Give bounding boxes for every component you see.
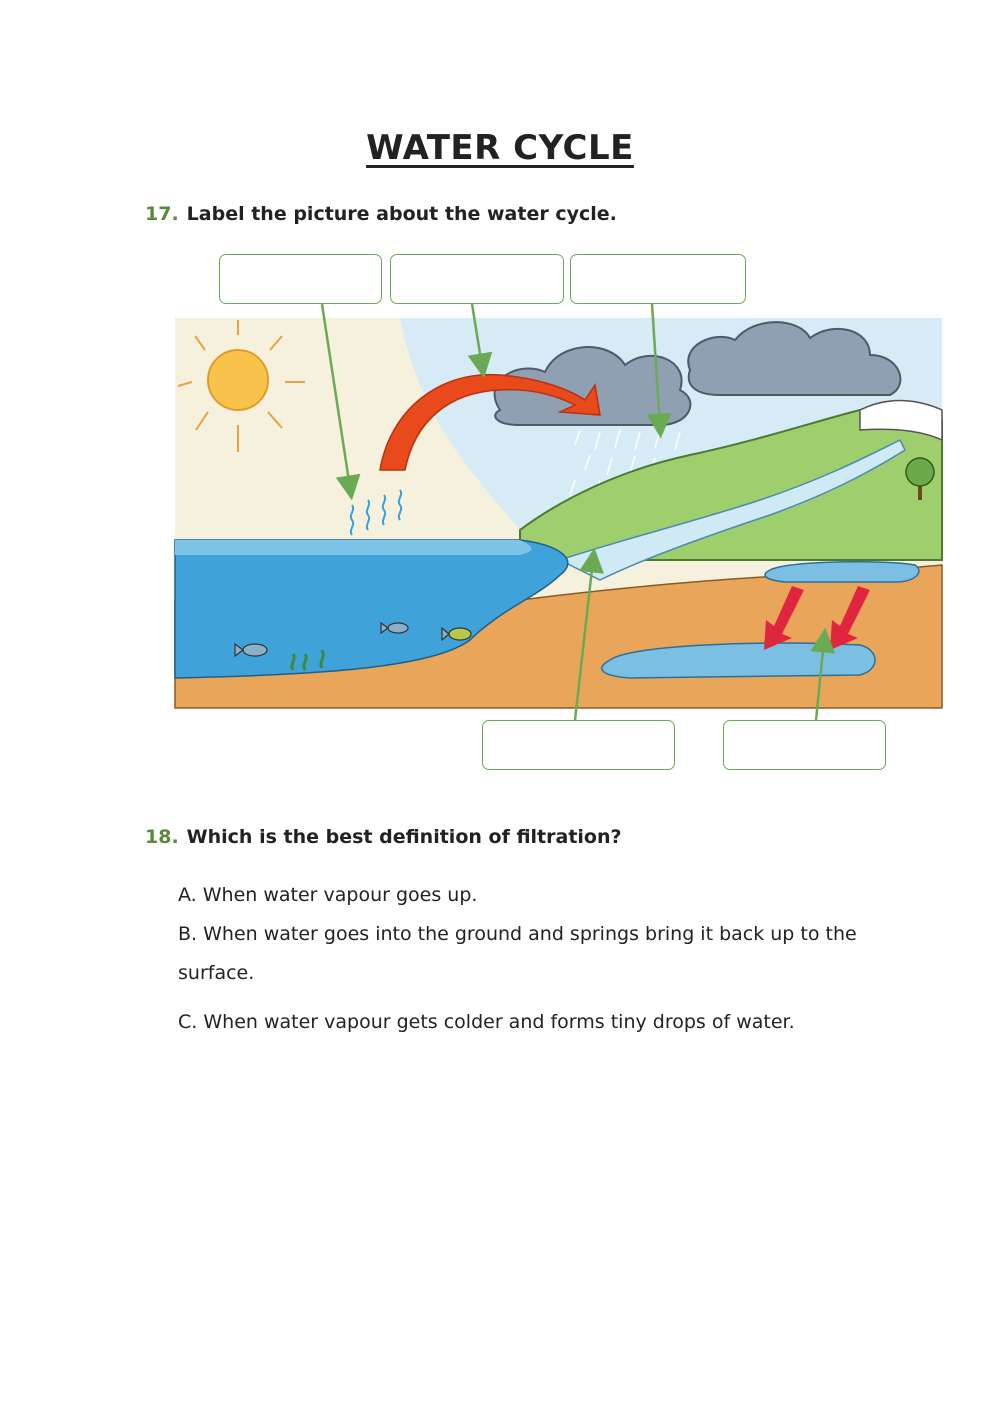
question-text: Label the picture about the water cycle. — [186, 203, 617, 225]
option-c[interactable] — [178, 1003, 878, 1042]
question-number: 17. — [145, 203, 179, 225]
option-text: When water goes into the ground and springs bring it back up to the surface. — [178, 923, 857, 984]
option-b[interactable] — [178, 915, 878, 993]
option-letter: C. — [178, 1011, 198, 1033]
option-text: When water vapour goes up. — [202, 884, 478, 906]
answer-options — [178, 876, 878, 1042]
option-a[interactable] — [178, 876, 878, 915]
pond — [765, 562, 919, 582]
option-letter: A. — [178, 884, 197, 906]
label-box-5[interactable] — [723, 720, 886, 770]
option-text: When water vapour gets colder and forms tiny drops of water. — [203, 1011, 795, 1033]
question-number: 18. — [145, 826, 179, 848]
option-letter: B. — [178, 923, 198, 945]
question-text: Which is the best definition of filtration? — [186, 826, 622, 848]
label-box-3[interactable] — [570, 254, 746, 304]
page-title: WATER CYCLE — [366, 128, 634, 168]
sea-surface — [175, 540, 532, 555]
label-box-1[interactable] — [219, 254, 382, 304]
label-box-4[interactable] — [482, 720, 675, 770]
question-18 — [145, 826, 622, 848]
label-box-2[interactable] — [390, 254, 564, 304]
